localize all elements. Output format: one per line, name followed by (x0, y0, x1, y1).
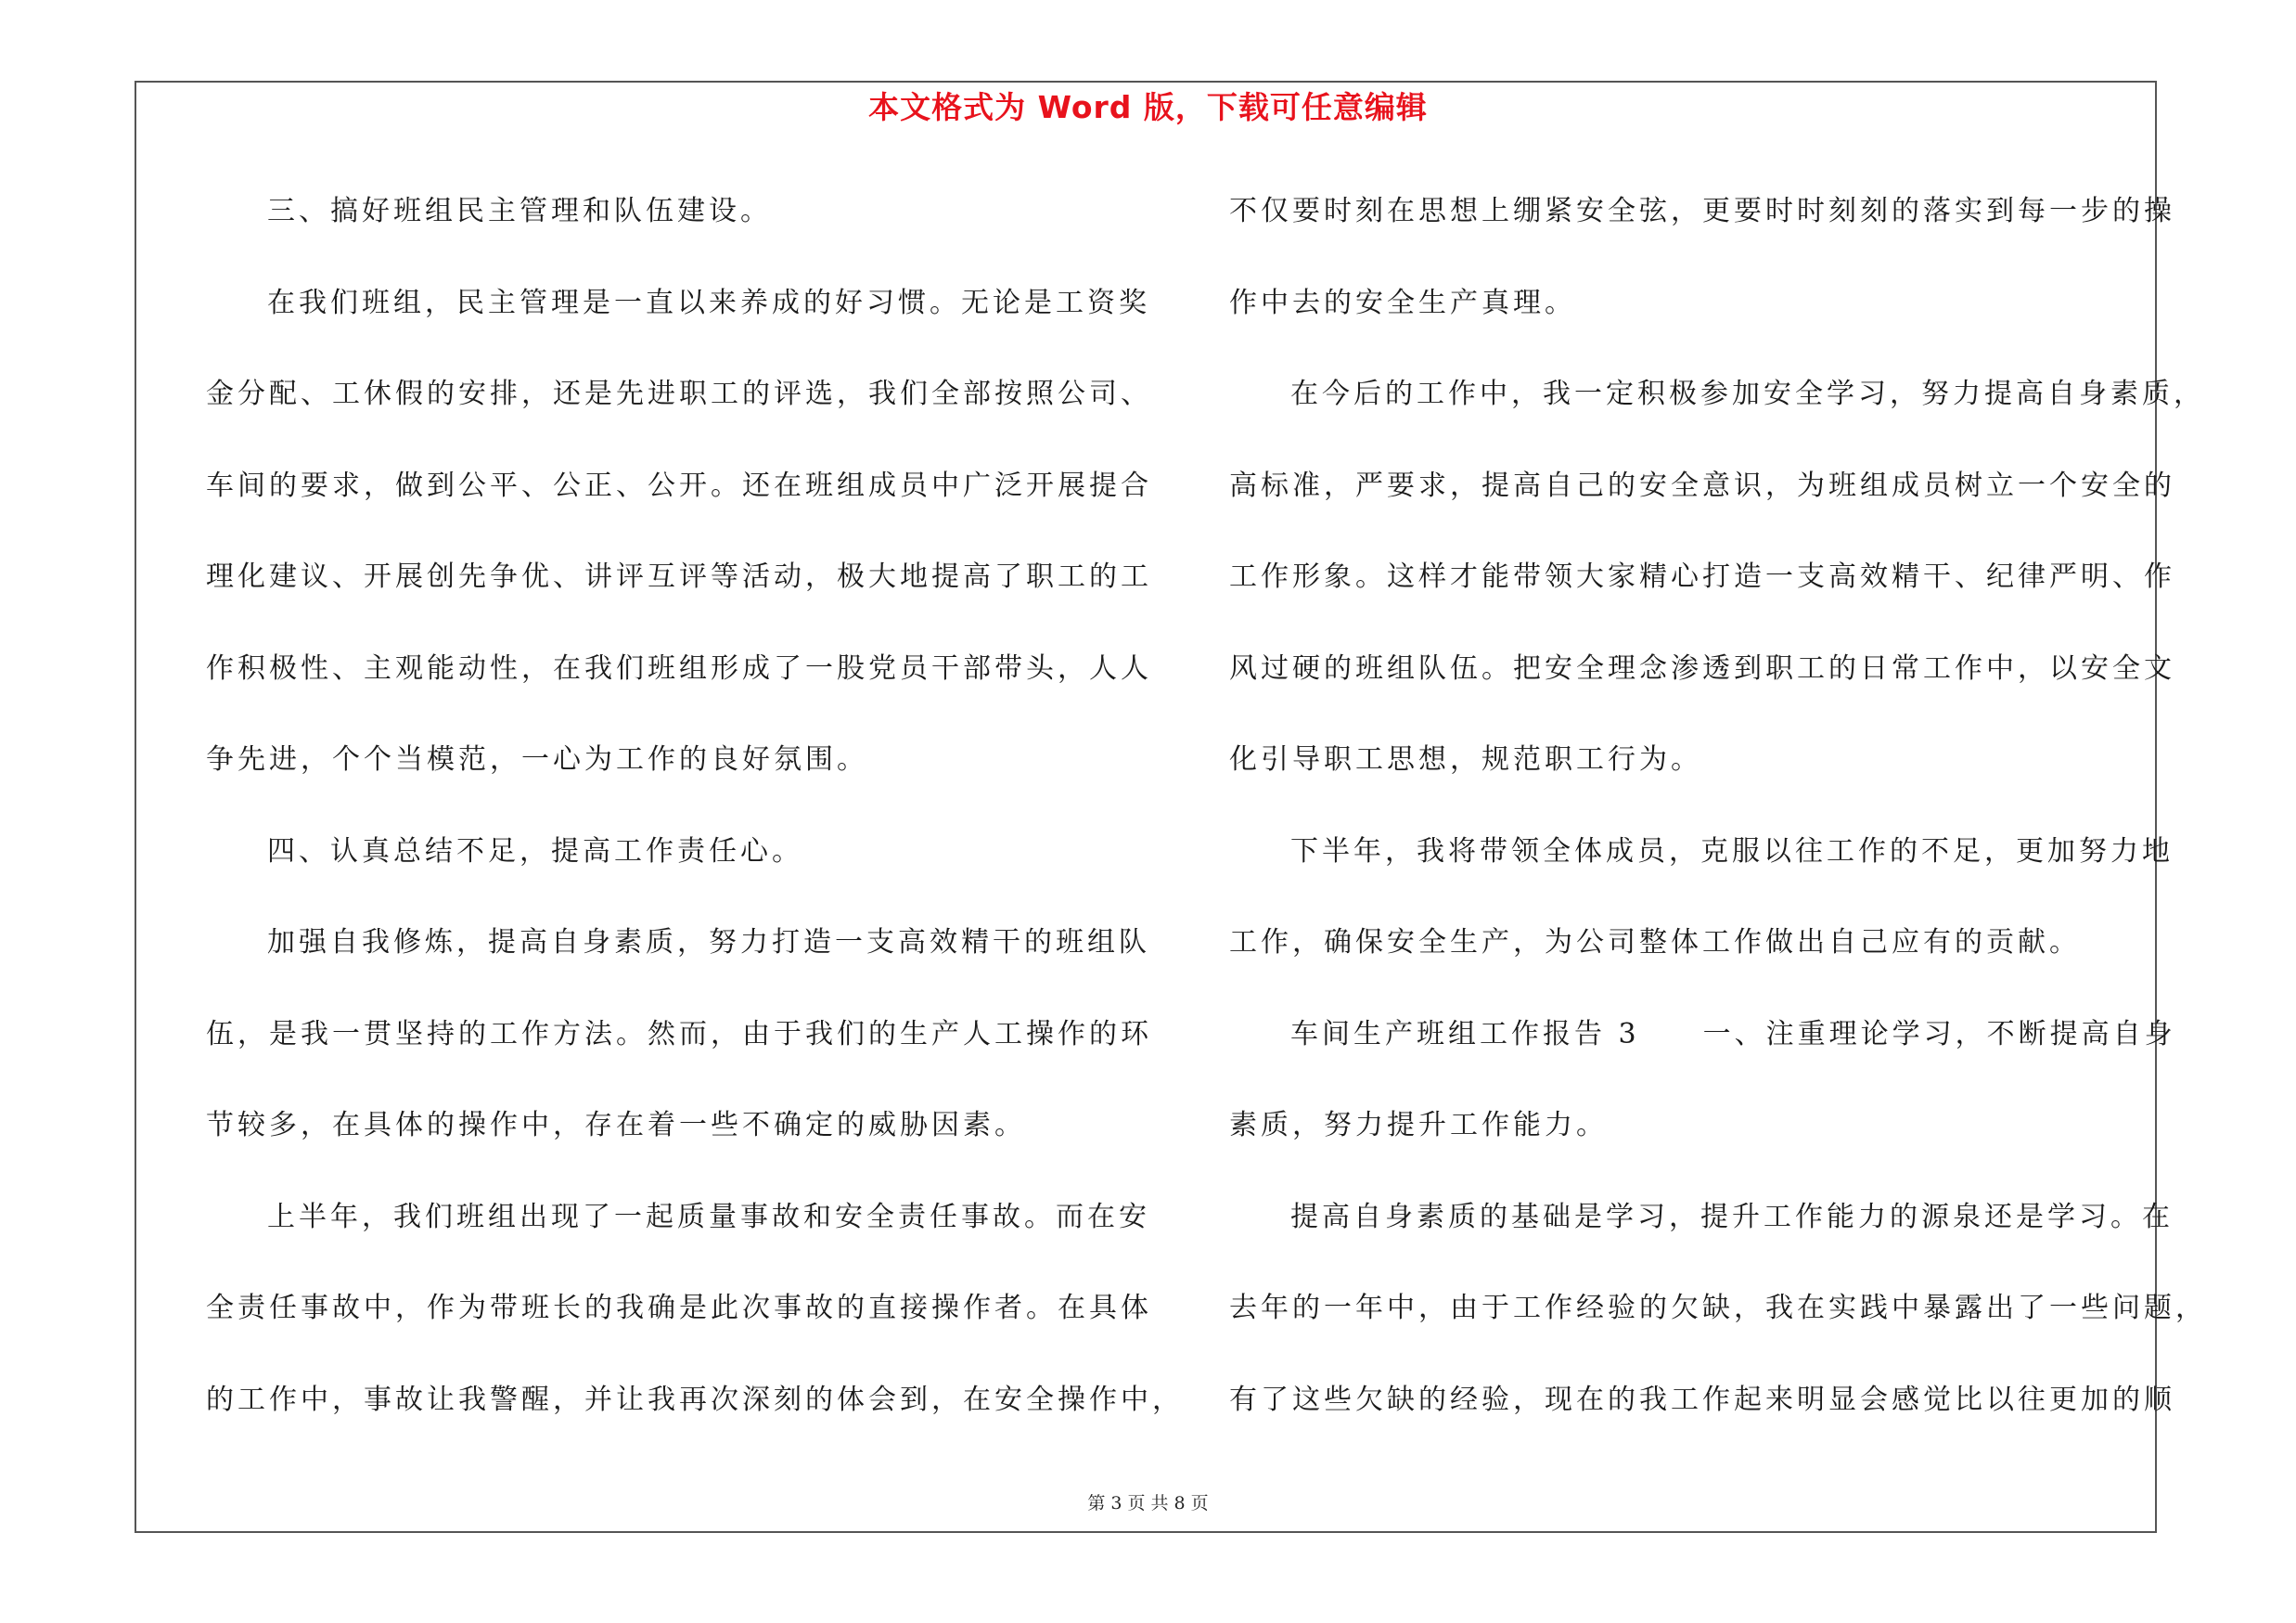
text-line: 理化建议、开展创先争优、讲评互评等活动，极大地提高了职工的工 (206, 560, 1152, 593)
text-line: 节较多，在具体的操作中，存在着一些不确定的威胁因素。 (206, 1109, 1026, 1141)
text-line: 加强自我修炼，提高自身素质，努力打造一支高效精干的班组队 (267, 926, 1150, 959)
text-line: 在我们班组，民主管理是一直以来养成的好习惯。无论是工资奖 (267, 286, 1150, 319)
text-line: 下半年，我将带领全体成员，克服以往工作的不足，更加努力地 (1290, 834, 2174, 868)
text-line: 工作，确保安全生产，为公司整体工作做出自己应有的贡献。 (1229, 926, 2081, 959)
text-line: 有了这些欠缺的经验，现在的我工作起来明显会感觉比以往更加的顺 (1229, 1383, 2175, 1416)
text-line: 车间的要求，做到公平、公正、公开。还在班组成员中广泛开展提合 (206, 469, 1152, 502)
text-line: 三、搞好班组民主管理和队伍建设。 (267, 195, 772, 227)
text-line: 素质，努力提升工作能力。 (1229, 1109, 1608, 1141)
text-line: 四、认真总结不足，提高工作责任心。 (267, 834, 803, 868)
text-line: 去年的一年中，由于工作经验的欠缺，我在实践中暴露出了一些问题， (1229, 1292, 2207, 1324)
text-line: 作中去的安全生产真理。 (1229, 286, 1576, 319)
text-line: 不仅要时刻在思想上绷紧安全弦，更要时时刻刻的落实到每一步的操 (1229, 195, 2175, 227)
text-line: 车间生产班组工作报告 3 一、注重理论学习，不断提高自身 (1290, 1017, 2176, 1050)
text-line: 高标准，严要求，提高自己的安全意识，为班组成员树立一个安全的 (1229, 469, 2175, 502)
text-line: 风过硬的班组队伍。把安全理念渗透到职工的日常工作中，以安全文 (1229, 651, 2175, 685)
text-line: 全责任事故中，作为带班长的我确是此次事故的直接操作者。在具体 (206, 1292, 1152, 1324)
text-line: 争先进，个个当模范，一心为工作的良好氛围。 (206, 743, 868, 776)
page-number: 第 3 页 共 8 页 (1087, 1493, 1209, 1514)
text-line: 作积极性、主观能动性，在我们班组形成了一股党员干部带头，人人 (206, 651, 1152, 685)
text-line: 在今后的工作中，我一定积极参加安全学习，努力提高自身素质， (1290, 378, 2205, 410)
text-line: 化引导职工思想，规范职工行为。 (1229, 743, 1702, 776)
text-line: 伍，是我一贯坚持的工作方法。然而，由于我们的生产人工操作的环 (206, 1017, 1152, 1050)
text-line: 的工作中，事故让我警醒，并让我再次深刻的体会到，在安全操作中， (206, 1383, 1184, 1416)
text-line: 工作形象。这样才能带领大家精心打造一支高效精干、纪律严明、作 (1229, 560, 2175, 593)
text-line: 提高自身素质的基础是学习，提升工作能力的源泉还是学习。在 (1290, 1200, 2174, 1233)
format-banner: 本文格式为 Word 版，下载可任意编辑 (868, 89, 1428, 125)
right-text-column (1229, 184, 2207, 1463)
text-line: 上半年，我们班组出现了一起质量事故和安全责任事故。而在安 (267, 1200, 1150, 1233)
left-text-column (206, 184, 1184, 1463)
text-line: 金分配、工休假的安排，还是先进职工的评选，我们全部按照公司、 (206, 378, 1152, 410)
